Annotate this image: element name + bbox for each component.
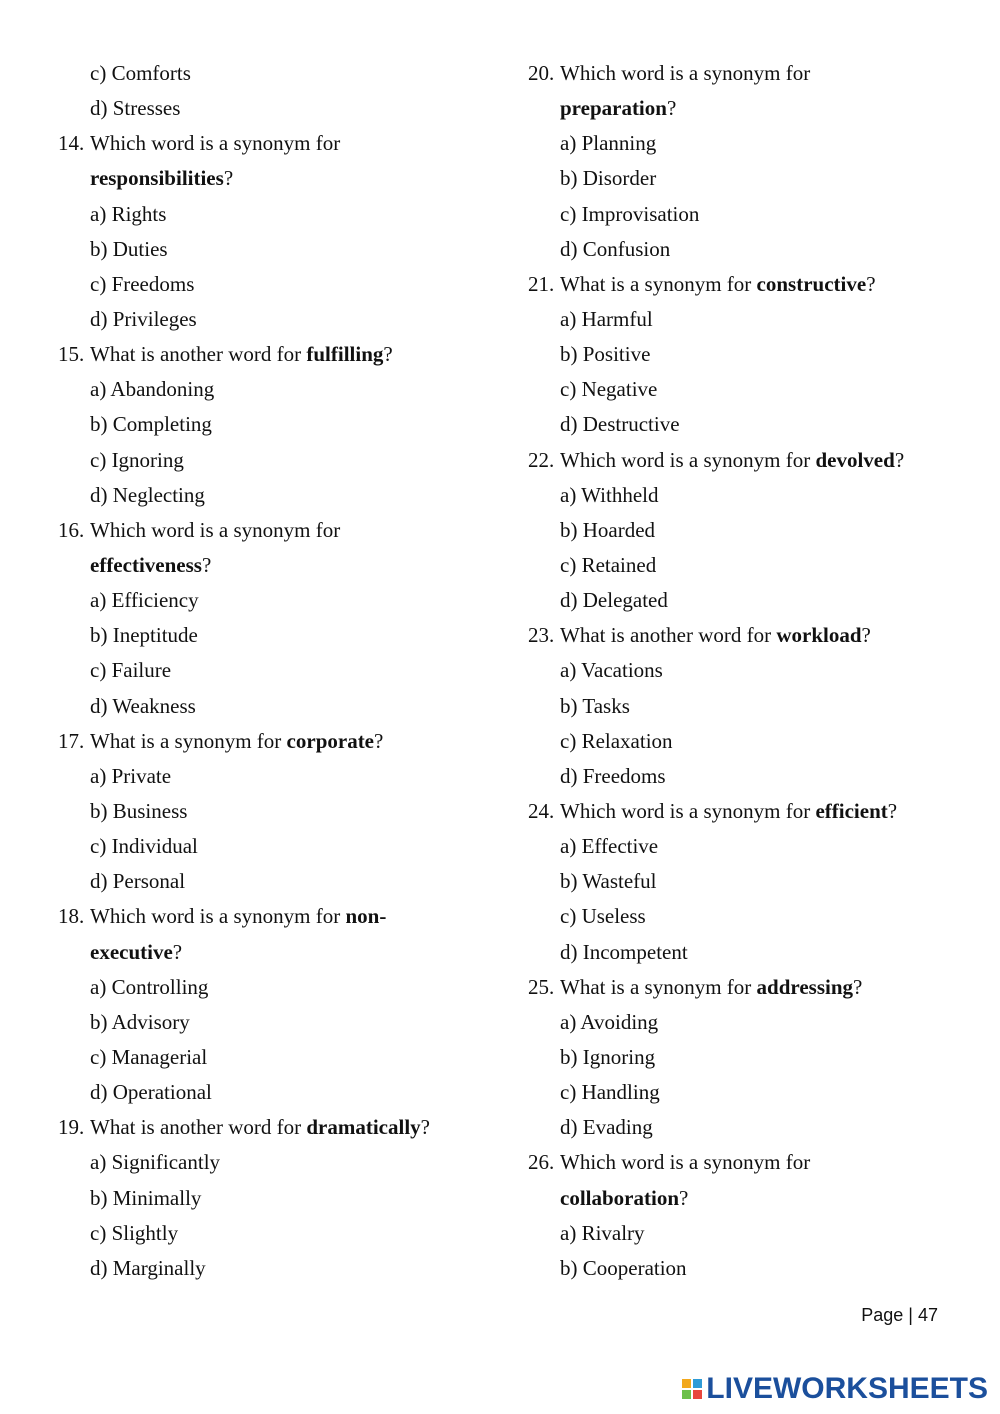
question-text: Which word is a synonym for — [90, 131, 341, 156]
question-punct: ? — [887, 798, 898, 823]
question-punct: ? — [853, 974, 863, 999]
answer-option: b) Business — [90, 798, 188, 823]
question — [58, 337, 498, 372]
question-text: What is a synonym for — [560, 974, 757, 999]
question-continuation — [528, 1181, 968, 1216]
question-continuation — [58, 161, 498, 196]
question-number: 20. — [528, 61, 555, 85]
page-number: Page | 47 — [861, 1305, 938, 1325]
question-number: 22. — [528, 447, 555, 472]
answer-option: d) Operational — [90, 1080, 212, 1105]
keyword: constructive — [756, 271, 867, 296]
question-number: 14. — [58, 131, 85, 156]
question-punct: ? — [894, 447, 905, 472]
question-number: 21. — [528, 271, 555, 296]
keyword: corporate — [286, 728, 375, 753]
answer-option: a) Rights — [90, 201, 167, 226]
answer-option: b) Ignoring — [560, 1044, 656, 1069]
question-punct: ? — [679, 1185, 689, 1210]
question-number: 18. — [58, 904, 85, 929]
answer-option: c) Ignoring — [90, 447, 184, 472]
keyword: devolved — [815, 447, 895, 472]
question-punct: ? — [866, 271, 876, 296]
question — [58, 724, 498, 759]
keyword: dramatically — [306, 1115, 421, 1140]
question-text: Which word is a synonym for — [560, 447, 816, 472]
keyword: efficient — [815, 798, 888, 823]
answer-option: c) Failure — [90, 658, 172, 683]
question-text: Which word is a synonym for — [90, 517, 341, 542]
answer-option: b) Advisory — [90, 1009, 190, 1034]
question-number: 17. — [58, 728, 85, 753]
answer-option: d) Freedoms — [560, 763, 666, 788]
answer-option: c) Freedoms — [90, 271, 195, 296]
question-number: 26. — [528, 1150, 555, 1175]
question-text: Which word is a synonym for — [560, 798, 816, 823]
logo-square-2 — [693, 1379, 702, 1388]
answer-option: a) Efficiency — [90, 588, 199, 613]
question — [528, 267, 968, 302]
question-continuation — [58, 548, 498, 583]
answer-option: c) Relaxation — [560, 728, 673, 753]
keyword: fulfilling — [306, 342, 384, 367]
keyword: effectiveness — [90, 552, 202, 577]
answer-option: d) Destructive — [560, 412, 680, 437]
answer-option: a) Significantly — [90, 1150, 221, 1175]
question-number: 23. — [528, 623, 555, 648]
keyword: addressing — [756, 974, 854, 999]
question — [528, 443, 968, 478]
keyword: collaboration — [560, 1185, 679, 1210]
question-punct: ? — [420, 1115, 430, 1140]
keyword: executive — [90, 939, 173, 964]
answer-option: b) Duties — [90, 236, 168, 261]
answer-option: b) Completing — [90, 412, 212, 437]
question — [528, 794, 968, 829]
answer-option: d) Confusion — [560, 236, 671, 261]
keyword: responsibilities — [90, 166, 224, 191]
question — [58, 899, 498, 934]
answer-option: d) Weakness — [90, 693, 196, 718]
answer-option: a) Abandoning — [90, 377, 215, 402]
answer-option: a) Rivalry — [560, 1220, 645, 1245]
question — [528, 1145, 968, 1180]
question-punct: ? — [172, 939, 183, 964]
answer-option: d) Privileges — [90, 306, 197, 331]
answer-option: b) Positive — [560, 342, 651, 367]
answer-option: c) Negative — [560, 377, 658, 402]
question-text: Which word is a synonym for — [560, 1150, 811, 1175]
answer-option: a) Avoiding — [560, 1009, 659, 1034]
question-punct: ? — [201, 552, 212, 577]
logo-square-4 — [693, 1390, 702, 1399]
answer-option: d) Incompetent — [560, 939, 688, 964]
question-punct: ? — [374, 728, 384, 753]
question-text: What is another word for — [560, 623, 777, 648]
answer-option: b) Minimally — [90, 1185, 202, 1210]
question — [528, 618, 968, 653]
answer-option: b) Ineptitude — [90, 623, 198, 648]
keyword: preparation — [560, 96, 667, 121]
answer-option: a) Controlling — [90, 974, 209, 999]
answer-option: b) Tasks — [560, 693, 630, 718]
answer-option: c) Managerial — [90, 1044, 208, 1069]
question — [528, 970, 968, 1005]
answer-option: c) Handling — [560, 1080, 660, 1105]
question-continuation — [528, 91, 968, 126]
answer-option: a) Harmful — [560, 306, 653, 331]
right-column — [528, 56, 968, 1286]
question-punct: ? — [383, 342, 393, 367]
answer-option: c) Individual — [90, 834, 198, 859]
question-punct: ? — [666, 96, 677, 121]
logo-square-1 — [682, 1379, 691, 1388]
question-number: 15. — [58, 342, 85, 367]
keyword: non- — [345, 904, 387, 929]
question-text: What is a synonym for — [90, 728, 287, 753]
brand-name: LIVEWORKSHEETS — [706, 1372, 988, 1405]
question-number: 16. — [58, 517, 85, 542]
answer-option: d) Marginally — [90, 1255, 206, 1280]
keyword: workload — [776, 623, 862, 648]
answer-option: a) Withheld — [560, 482, 659, 507]
question — [58, 126, 498, 161]
answer-option: b) Disorder — [560, 166, 657, 191]
question-punct: ? — [861, 623, 871, 648]
logo-square-3 — [682, 1390, 691, 1399]
question-text: What is another word for — [90, 342, 307, 367]
question-punct: ? — [223, 166, 234, 191]
answer-option: c) Retained — [560, 552, 657, 577]
answer-option: a) Planning — [560, 131, 657, 156]
answer-option: c) Comforts — [90, 61, 191, 85]
answer-option: d) Stresses — [90, 96, 181, 121]
left-column — [58, 56, 498, 1286]
question — [58, 513, 498, 548]
question-continuation — [58, 935, 498, 970]
question-number: 24. — [528, 798, 555, 823]
question-number: 19. — [58, 1115, 85, 1140]
question-text: What is a synonym for — [560, 271, 757, 296]
answer-option: d) Delegated — [560, 588, 668, 613]
answer-option: c) Useless — [560, 904, 646, 929]
answer-option: b) Wasteful — [560, 869, 657, 894]
answer-option: b) Cooperation — [560, 1255, 687, 1280]
answer-option: a) Vacations — [560, 658, 663, 683]
answer-option: d) Personal — [90, 869, 186, 894]
answer-option: c) Improvisation — [560, 201, 700, 226]
answer-option: c) Slightly — [90, 1220, 179, 1245]
question — [58, 1110, 498, 1145]
question-number: 25. — [528, 974, 555, 999]
liveworksheets-logo[interactable] — [682, 1372, 988, 1406]
answer-option: d) Evading — [560, 1115, 653, 1140]
answer-option: d) Neglecting — [90, 482, 205, 507]
logo-icon — [682, 1379, 702, 1399]
question-text: Which word is a synonym for — [560, 61, 811, 85]
answer-option: a) Effective — [560, 834, 659, 859]
question-text: What is another word for — [90, 1115, 307, 1140]
question — [528, 56, 968, 91]
question-text: Which word is a synonym for — [90, 904, 346, 929]
answer-option: b) Hoarded — [560, 517, 656, 542]
answer-option: a) Private — [90, 763, 172, 788]
